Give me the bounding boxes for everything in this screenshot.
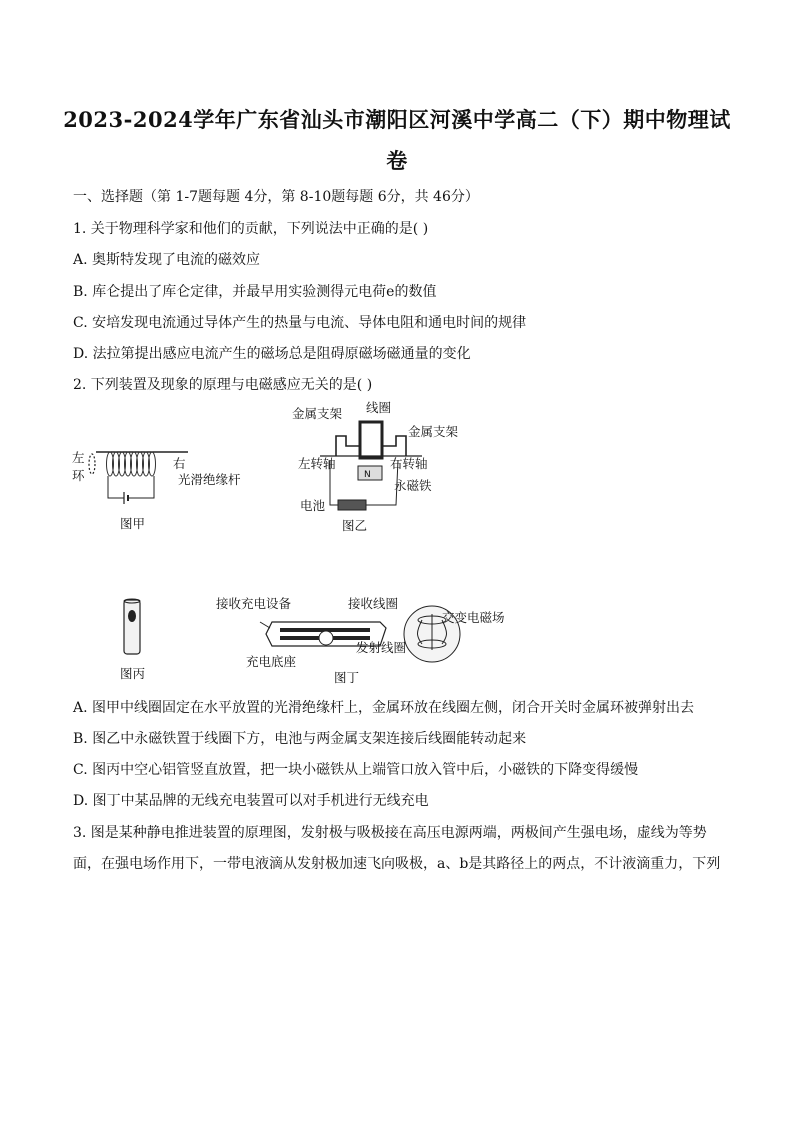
figure-label: 交变电磁场 [442, 610, 505, 625]
label-rod: 光滑绝缘杆 [178, 472, 241, 487]
figure-label: 左转轴 [298, 456, 336, 471]
q2-stem: 2. 下列装置及现象的原理与电磁感应无关的是( ) [73, 377, 373, 393]
section-heading: 一、选择题（第 1-7题每题 4分，第 8-10题每题 6分，共 46分） [73, 189, 479, 205]
figure-label: 接收线圈 [348, 596, 399, 611]
q3-stem-line1: 3. 图是某种静电推进装置的原理图，发射极与吸极接在高压电源两端，两极间产生强电场，虚线为等势 [73, 825, 707, 841]
coil [360, 422, 382, 458]
aluminum-tube [124, 600, 140, 654]
figure-label: 充电底座 [246, 654, 297, 669]
figure-label: N [364, 470, 371, 480]
q2-option-a: A. 图甲中线圈固定在水平放置的光滑绝缘杆上，金属环放在线圈左侧，闭合开关时金属环被弹射出去 [73, 700, 695, 716]
figure-bing [112, 594, 162, 688]
battery [338, 500, 366, 510]
q3-stem-line2: 面，在强电场作用下，一带电液滴从发射极加速飞向吸极，a、b是其路径上的两点，不计液滴重力，下列 [73, 856, 721, 872]
q2-option-b: B. 图乙中永磁铁置于线圈下方，电池与两金属支架连接后线圈能转动起来 [73, 731, 527, 747]
caption-bing: 图丙 [120, 666, 146, 681]
metal-ring [89, 454, 95, 474]
label-ring: 环 [72, 468, 85, 483]
q1-option-c: C. 安培发现电流通过导体产生的热量与电流、导体电阻和通电时间的规律 [73, 315, 527, 331]
figure-ding [210, 592, 520, 692]
q1-option-a: A. 奥斯特发现了电流的磁效应 [73, 252, 261, 268]
figure-yi [286, 398, 486, 538]
caption-jia: 图甲 [120, 516, 146, 531]
q2-option-d: D. 图丁中某品牌的无线充电装置可以对手机进行无线充电 [73, 793, 429, 809]
figure-label: 电池 [300, 498, 326, 513]
q2-option-c: C. 图丙中空心铝管竖直放置，把一块小磁铁从上端管口放入管中后，小磁铁的下降变得缓慢 [73, 762, 639, 778]
caption-ding: 图丁 [334, 670, 360, 685]
figure-label: 右转轴 [390, 456, 428, 471]
figure-label: 发射线圈 [356, 640, 407, 655]
page-title-line2: 卷 [386, 148, 408, 173]
small-magnet [128, 610, 136, 622]
figure-label: 金属支架 [408, 424, 459, 439]
label-left: 左 [72, 450, 85, 465]
figure-label: 永磁铁 [394, 478, 432, 493]
caption-yi: 图乙 [342, 518, 368, 533]
q1-stem: 1. 关于物理科学家和他们的贡献，下列说法中正确的是( ) [73, 221, 429, 237]
figure-label: 线圈 [366, 400, 392, 415]
page-title-line1: 2023-2024学年广东省汕头市潮阳区河溪中学高二（下）期中物理试 [63, 107, 731, 132]
figure-jia [68, 440, 258, 540]
figure-label: 金属支架 [292, 406, 343, 421]
q1-option-d: D. 法拉第提出感应电流产生的磁场总是阻碍原磁场磁通量的变化 [73, 346, 471, 362]
label-right: 右 [173, 456, 186, 471]
q1-option-b: B. 库仑提出了库仑定律，并最早用实验测得元电荷e的数值 [73, 284, 437, 300]
figure-label: 接收充电设备 [216, 596, 292, 611]
